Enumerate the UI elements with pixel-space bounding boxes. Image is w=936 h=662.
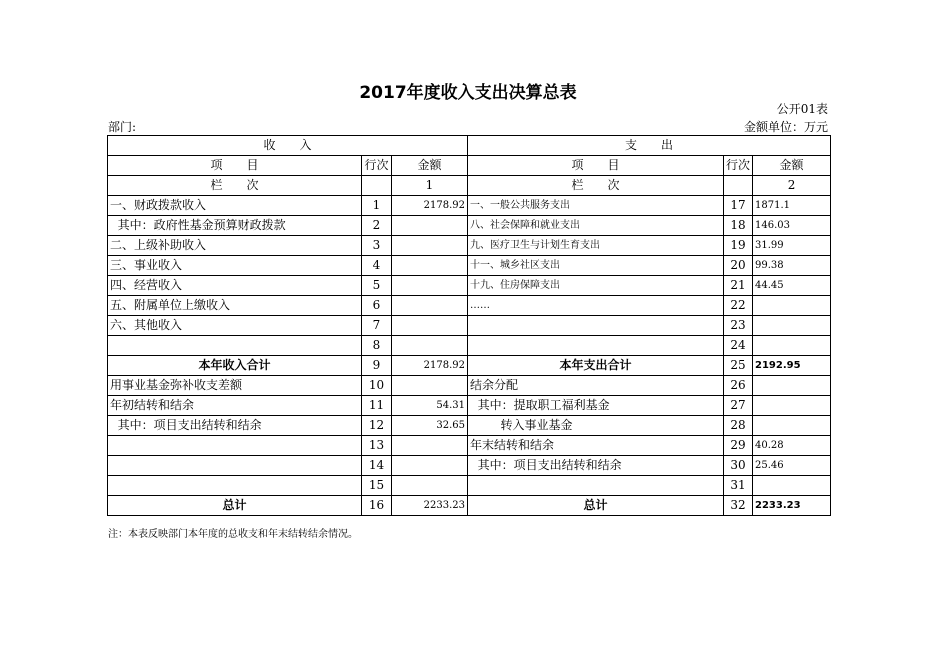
- expense-amount: [753, 296, 831, 316]
- expense-amount: 2233.23: [753, 496, 831, 516]
- header-row-sections: [108, 136, 831, 156]
- income-amount: [392, 476, 468, 496]
- expense-amount: [753, 396, 831, 416]
- table-row: [108, 416, 831, 436]
- income-col-index: 1: [392, 176, 468, 196]
- expense-row-no: 24: [724, 336, 753, 356]
- income-row-no: 16: [362, 496, 392, 516]
- expense-amount: [753, 316, 831, 336]
- expense-item: 转入事业基金: [468, 416, 724, 436]
- budget-table: [107, 135, 831, 516]
- income-row-no: 2: [362, 216, 392, 236]
- expense-amount: [753, 416, 831, 436]
- expense-amount: 40.28: [753, 436, 831, 456]
- income-amount: [392, 316, 468, 336]
- expense-amount: [753, 336, 831, 356]
- header-row-columns: [108, 156, 831, 176]
- expense-item: 结余分配: [468, 376, 724, 396]
- income-amount: [392, 236, 468, 256]
- income-amount: 2233.23: [392, 496, 468, 516]
- income-row-no: 8: [362, 336, 392, 356]
- income-row-no: 1: [362, 196, 392, 216]
- income-amount: 2178.92: [392, 196, 468, 216]
- income-row-no: 5: [362, 276, 392, 296]
- expense-row-no: 32: [724, 496, 753, 516]
- income-row-no: 13: [362, 436, 392, 456]
- table-row: [108, 496, 831, 516]
- expense-col-blank: [724, 176, 753, 196]
- expense-item: [468, 316, 724, 336]
- expense-amount: 44.45: [753, 276, 831, 296]
- expense-item: 其中：提取职工福利基金: [468, 396, 724, 416]
- expense-amount: 31.99: [753, 236, 831, 256]
- income-amount: 32.65: [392, 416, 468, 436]
- expense-item: 十九、住房保障支出: [468, 276, 724, 296]
- expense-item: 年末结转和结余: [468, 436, 724, 456]
- expense-row-no: 29: [724, 436, 753, 456]
- income-col-label: 栏 次: [108, 176, 362, 196]
- income-item: 其中：政府性基金预算财政拨款: [108, 216, 362, 236]
- table-row: [108, 256, 831, 276]
- expense-item: 本年支出合计: [468, 356, 724, 376]
- expense-item: 十一、城乡社区支出: [468, 256, 724, 276]
- expense-row-no: 18: [724, 216, 753, 236]
- expense-col-index: 2: [753, 176, 831, 196]
- income-amount: [392, 456, 468, 476]
- income-item: 用事业基金弥补收支差额: [108, 376, 362, 396]
- page-title: 2017年度收入支出决算总表: [359, 83, 577, 103]
- department-label: 部门:: [108, 120, 137, 134]
- income-row-no: 14: [362, 456, 392, 476]
- income-amount: [392, 376, 468, 396]
- income-row-no: 9: [362, 356, 392, 376]
- table-row: [108, 316, 831, 336]
- expense-row-no: 20: [724, 256, 753, 276]
- income-amount: [392, 336, 468, 356]
- table-row: [108, 196, 831, 216]
- table-row: [108, 376, 831, 396]
- expense-amount: 1871.1: [753, 196, 831, 216]
- expense-row-no: 22: [724, 296, 753, 316]
- expense-row-no: 17: [724, 196, 753, 216]
- footnote: 注：本表反映部门本年度的总收支和年末结转结余情况。: [108, 529, 358, 540]
- income-row-no: 3: [362, 236, 392, 256]
- income-item: 其中：项目支出结转和结余: [108, 416, 362, 436]
- income-amount: [392, 216, 468, 236]
- expense-row-no: 26: [724, 376, 753, 396]
- income-row-no: 11: [362, 396, 392, 416]
- expense-rowno-header: 行次: [724, 156, 753, 176]
- expense-item: 八、社会保障和就业支出: [468, 216, 724, 236]
- expense-amount-header: 金额: [753, 156, 831, 176]
- income-item: [108, 436, 362, 456]
- income-item: 六、其他收入: [108, 316, 362, 336]
- table-row: [108, 276, 831, 296]
- table-row: [108, 436, 831, 456]
- expense-row-no: 27: [724, 396, 753, 416]
- income-amount: [392, 256, 468, 276]
- income-row-no: 10: [362, 376, 392, 396]
- income-row-no: 4: [362, 256, 392, 276]
- expense-row-no: 19: [724, 236, 753, 256]
- expense-amount: [753, 476, 831, 496]
- income-rowno-header: 行次: [362, 156, 392, 176]
- expense-item-header: 项 目: [468, 156, 724, 176]
- expense-col-label: 栏 次: [468, 176, 724, 196]
- income-item: 年初结转和结余: [108, 396, 362, 416]
- expense-item: 其中：项目支出结转和结余: [468, 456, 724, 476]
- income-item: 五、附属单位上缴收入: [108, 296, 362, 316]
- header-row-col-index: [108, 176, 831, 196]
- income-item: 二、上级补助收入: [108, 236, 362, 256]
- expense-row-no: 31: [724, 476, 753, 496]
- expense-item: 九、医疗卫生与计划生育支出: [468, 236, 724, 256]
- table-row: [108, 216, 831, 236]
- expense-item: 总计: [468, 496, 724, 516]
- income-amount: [392, 296, 468, 316]
- table-row: [108, 356, 831, 376]
- expense-header: 支 出: [468, 136, 831, 156]
- table-row: [108, 236, 831, 256]
- expense-item: 一、一般公共服务支出: [468, 196, 724, 216]
- income-item: [108, 476, 362, 496]
- table-row: [108, 296, 831, 316]
- form-code: 公开01表: [776, 102, 828, 116]
- income-item: [108, 456, 362, 476]
- income-col-blank: [362, 176, 392, 196]
- income-item-header: 项 目: [108, 156, 362, 176]
- table-row: [108, 476, 831, 496]
- income-amount-header: 金额: [392, 156, 468, 176]
- expense-amount: 25.46: [753, 456, 831, 476]
- expense-row-no: 30: [724, 456, 753, 476]
- table-row: [108, 336, 831, 356]
- table-row: [108, 456, 831, 476]
- expense-row-no: 28: [724, 416, 753, 436]
- expense-item: [468, 476, 724, 496]
- income-row-no: 12: [362, 416, 392, 436]
- income-amount: [392, 276, 468, 296]
- income-amount: [392, 436, 468, 456]
- income-item: 一、财政拨款收入: [108, 196, 362, 216]
- income-item: 三、事业收入: [108, 256, 362, 276]
- expense-item: [468, 336, 724, 356]
- table-row: [108, 396, 831, 416]
- income-row-no: 15: [362, 476, 392, 496]
- unit-label: 金额单位：万元: [743, 120, 828, 134]
- income-row-no: 7: [362, 316, 392, 336]
- expense-amount: 146.03: [753, 216, 831, 236]
- expense-row-no: 23: [724, 316, 753, 336]
- income-item: 本年收入合计: [108, 356, 362, 376]
- expense-row-no: 21: [724, 276, 753, 296]
- income-amount: 54.31: [392, 396, 468, 416]
- expense-amount: 2192.95: [753, 356, 831, 376]
- income-row-no: 6: [362, 296, 392, 316]
- income-item: 四、经营收入: [108, 276, 362, 296]
- income-amount: 2178.92: [392, 356, 468, 376]
- income-item: 总计: [108, 496, 362, 516]
- expense-row-no: 25: [724, 356, 753, 376]
- income-header: 收 入: [108, 136, 468, 156]
- expense-item: ……: [468, 296, 724, 316]
- expense-amount: 99.38: [753, 256, 831, 276]
- income-item: [108, 336, 362, 356]
- expense-amount: [753, 376, 831, 396]
